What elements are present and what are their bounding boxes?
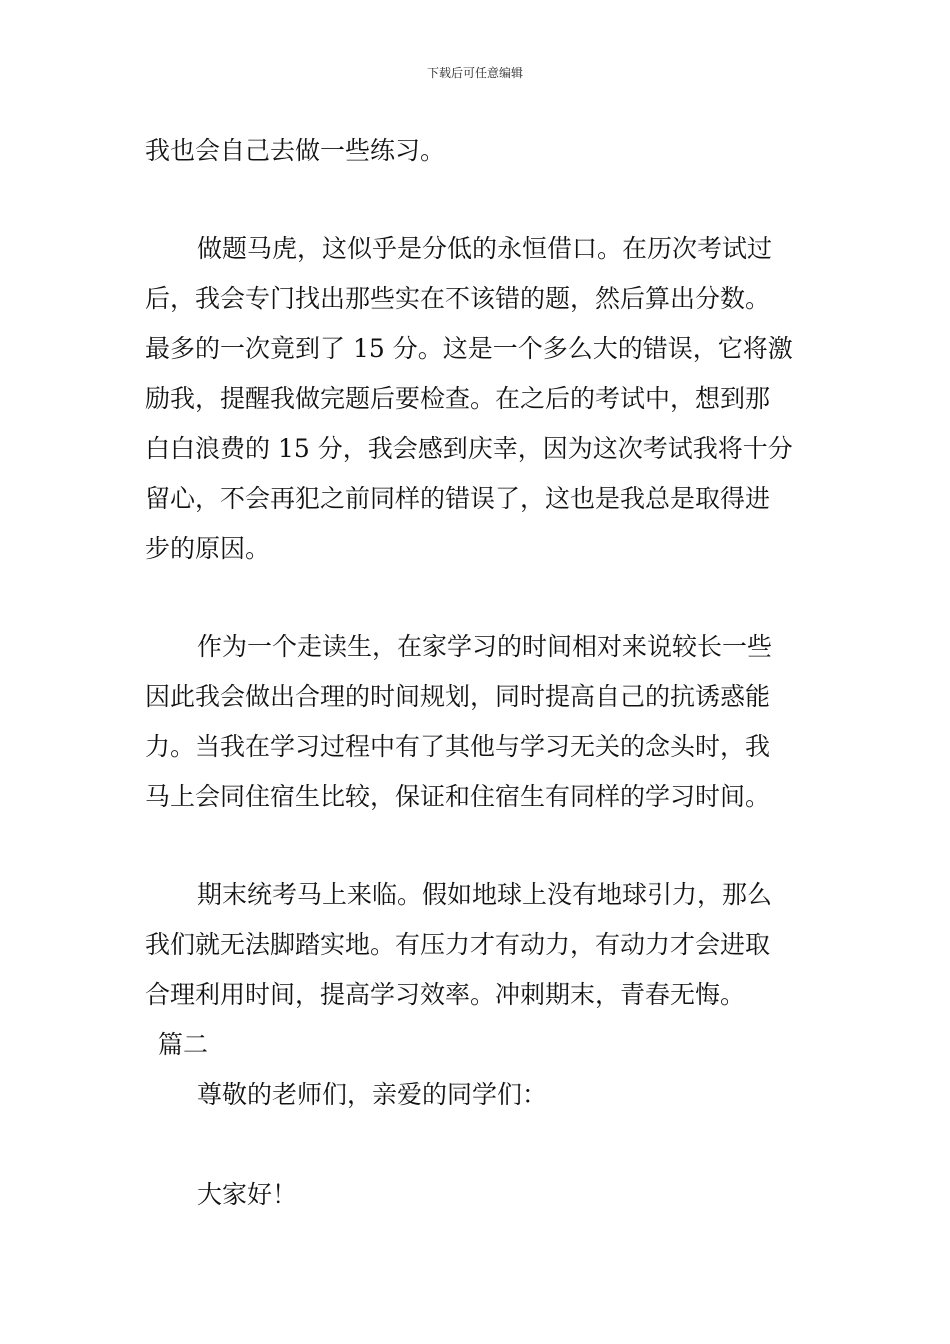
paragraph-first-line: 期末统考马上来临。假如地球上没有地球引力，那么: [197, 880, 773, 909]
text-line: 我们就无法脚踏实地。有压力才有动力，有动力才会进取: [145, 930, 771, 959]
text-line: 励我，提醒我做完题后要检查。在之后的考试中，想到那: [145, 384, 771, 413]
text-line: 马上会同住宿生比较，保证和住宿生有同样的学习时间。: [145, 782, 771, 811]
text-line: 我也会自己去做一些练习。: [145, 136, 446, 165]
paragraph-first-line: 作为一个走读生，在家学习的时间相对来说较长一些: [197, 632, 773, 661]
text-line: 白白浪费的 15 分，我会感到庆幸，因为这次考试我将十分: [145, 434, 793, 463]
paragraph-first-line: 做题马虎，这似乎是分低的永恒借口。在历次考试过: [197, 234, 773, 263]
text-line: 合理利用时间，提高学习效率。冲刺期末，青春无悔。: [145, 980, 746, 1009]
greeting: 大家好！: [197, 1180, 298, 1209]
section-heading: 篇二: [158, 1030, 209, 1059]
text-line: 步的原因。: [145, 534, 271, 563]
salutation: 尊敬的老师们，亲爱的同学们：: [197, 1080, 548, 1109]
text-line: 力。当我在学习过程中有了其他与学习无关的念头时，我: [145, 732, 771, 761]
page-header: 下载后可任意编辑: [426, 66, 523, 80]
text-line: 后，我会专门找出那些实在不该错的题，然后算出分数。: [145, 284, 771, 313]
text-line: 因此我会做出合理的时间规划，同时提高自己的抗诱惑能: [145, 682, 771, 711]
text-line: 留心，不会再犯之前同样的错误了，这也是我总是取得进: [145, 484, 771, 513]
text-line: 最多的一次竟到了 15 分。这是一个多么大的错误，它将激: [145, 334, 793, 363]
